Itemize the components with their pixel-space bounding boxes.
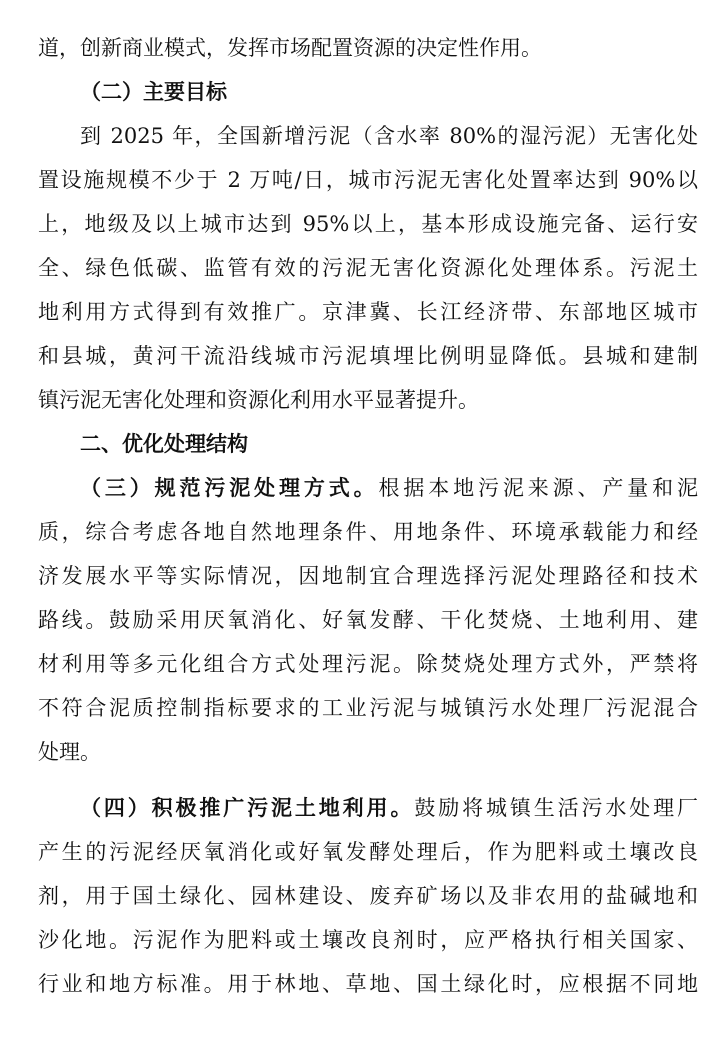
standardize-paragraph-line-2: 质，综合考虑各地自然地理条件、用地条件、环境承载能力和经 [38,520,698,544]
chapter-heading-optimize-structure: 二、优化处理结构 [80,432,248,456]
standardize-lead-title: （三）规范污泥处理方式。 [80,475,379,500]
targets-paragraph-line-5: 地利用方式得到有效推广。京津冀、长江经济带、东部地区城市 [38,300,698,324]
targets-paragraph-line-2: 置设施规模不少于 2 万吨/日，城市污泥无害化处置率达到 90%以 [38,168,698,192]
standardize-paragraph-line-3: 济发展水平等实际情况，因地制宜合理选择污泥处理路径和技术 [38,564,698,588]
standardize-paragraph-line-7: 处理。 [38,740,101,764]
intro-paragraph-line: 道，创新商业模式，发挥市场配置资源的决定性作用。 [38,36,542,60]
targets-paragraph-line-6: 和县城，黄河干流沿线城市污泥填埋比例明显降低。县城和建制 [38,344,698,368]
targets-paragraph-line-4: 全、绿色低碳、监管有效的污泥无害化资源化处理体系。污泥土 [38,256,698,280]
land-use-paragraph-line-2: 产生的污泥经厌氧消化或好氧发酵处理后，作为肥料或土壤改良 [38,840,698,864]
section-title-main-targets: （二）主要目标 [80,79,227,104]
standardize-paragraph-line-5: 材利用等多元化组合方式处理污泥。除焚烧处理方式外，严禁将 [38,652,698,676]
land-use-lead-title: （四）积极推广污泥土地利用。 [80,795,415,820]
land-use-line-1-text: 鼓励将城镇生活污水处理厂 [414,796,699,820]
land-use-paragraph-line-3: 剂，用于国土绿化、园林建设、废弃矿场以及非农用的盐碱地和 [38,884,698,908]
targets-paragraph-line-1: 到 2025 年，全国新增污泥（含水率 80%的湿污泥）无害化处 [80,124,698,148]
standardize-paragraph-line-4: 路线。鼓励采用厌氧消化、好氧发酵、干化焚烧、土地利用、建 [38,608,698,632]
land-use-paragraph-line-1 [0,786,724,830]
targets-paragraph-line-3: 上，地级及以上城市达到 95%以上，基本形成设施完备、运行安 [38,212,698,236]
standardize-paragraph-line-6: 不符合泥质控制指标要求的工业污泥与城镇污水处理厂污泥混合 [38,696,698,720]
land-use-paragraph-line-5: 行业和地方标准。用于林地、草地、国土绿化时，应根据不同地 [38,972,698,996]
standardize-line-1-text: 根据本地污泥来源、产量和泥 [378,476,698,500]
targets-paragraph-line-7: 镇污泥无害化处理和资源化利用水平显著提升。 [38,388,479,412]
standardize-paragraph-line-1 [0,466,724,510]
land-use-paragraph-line-4: 沙化地。污泥作为肥料或土壤改良剂时，应严格执行相关国家、 [38,928,698,952]
